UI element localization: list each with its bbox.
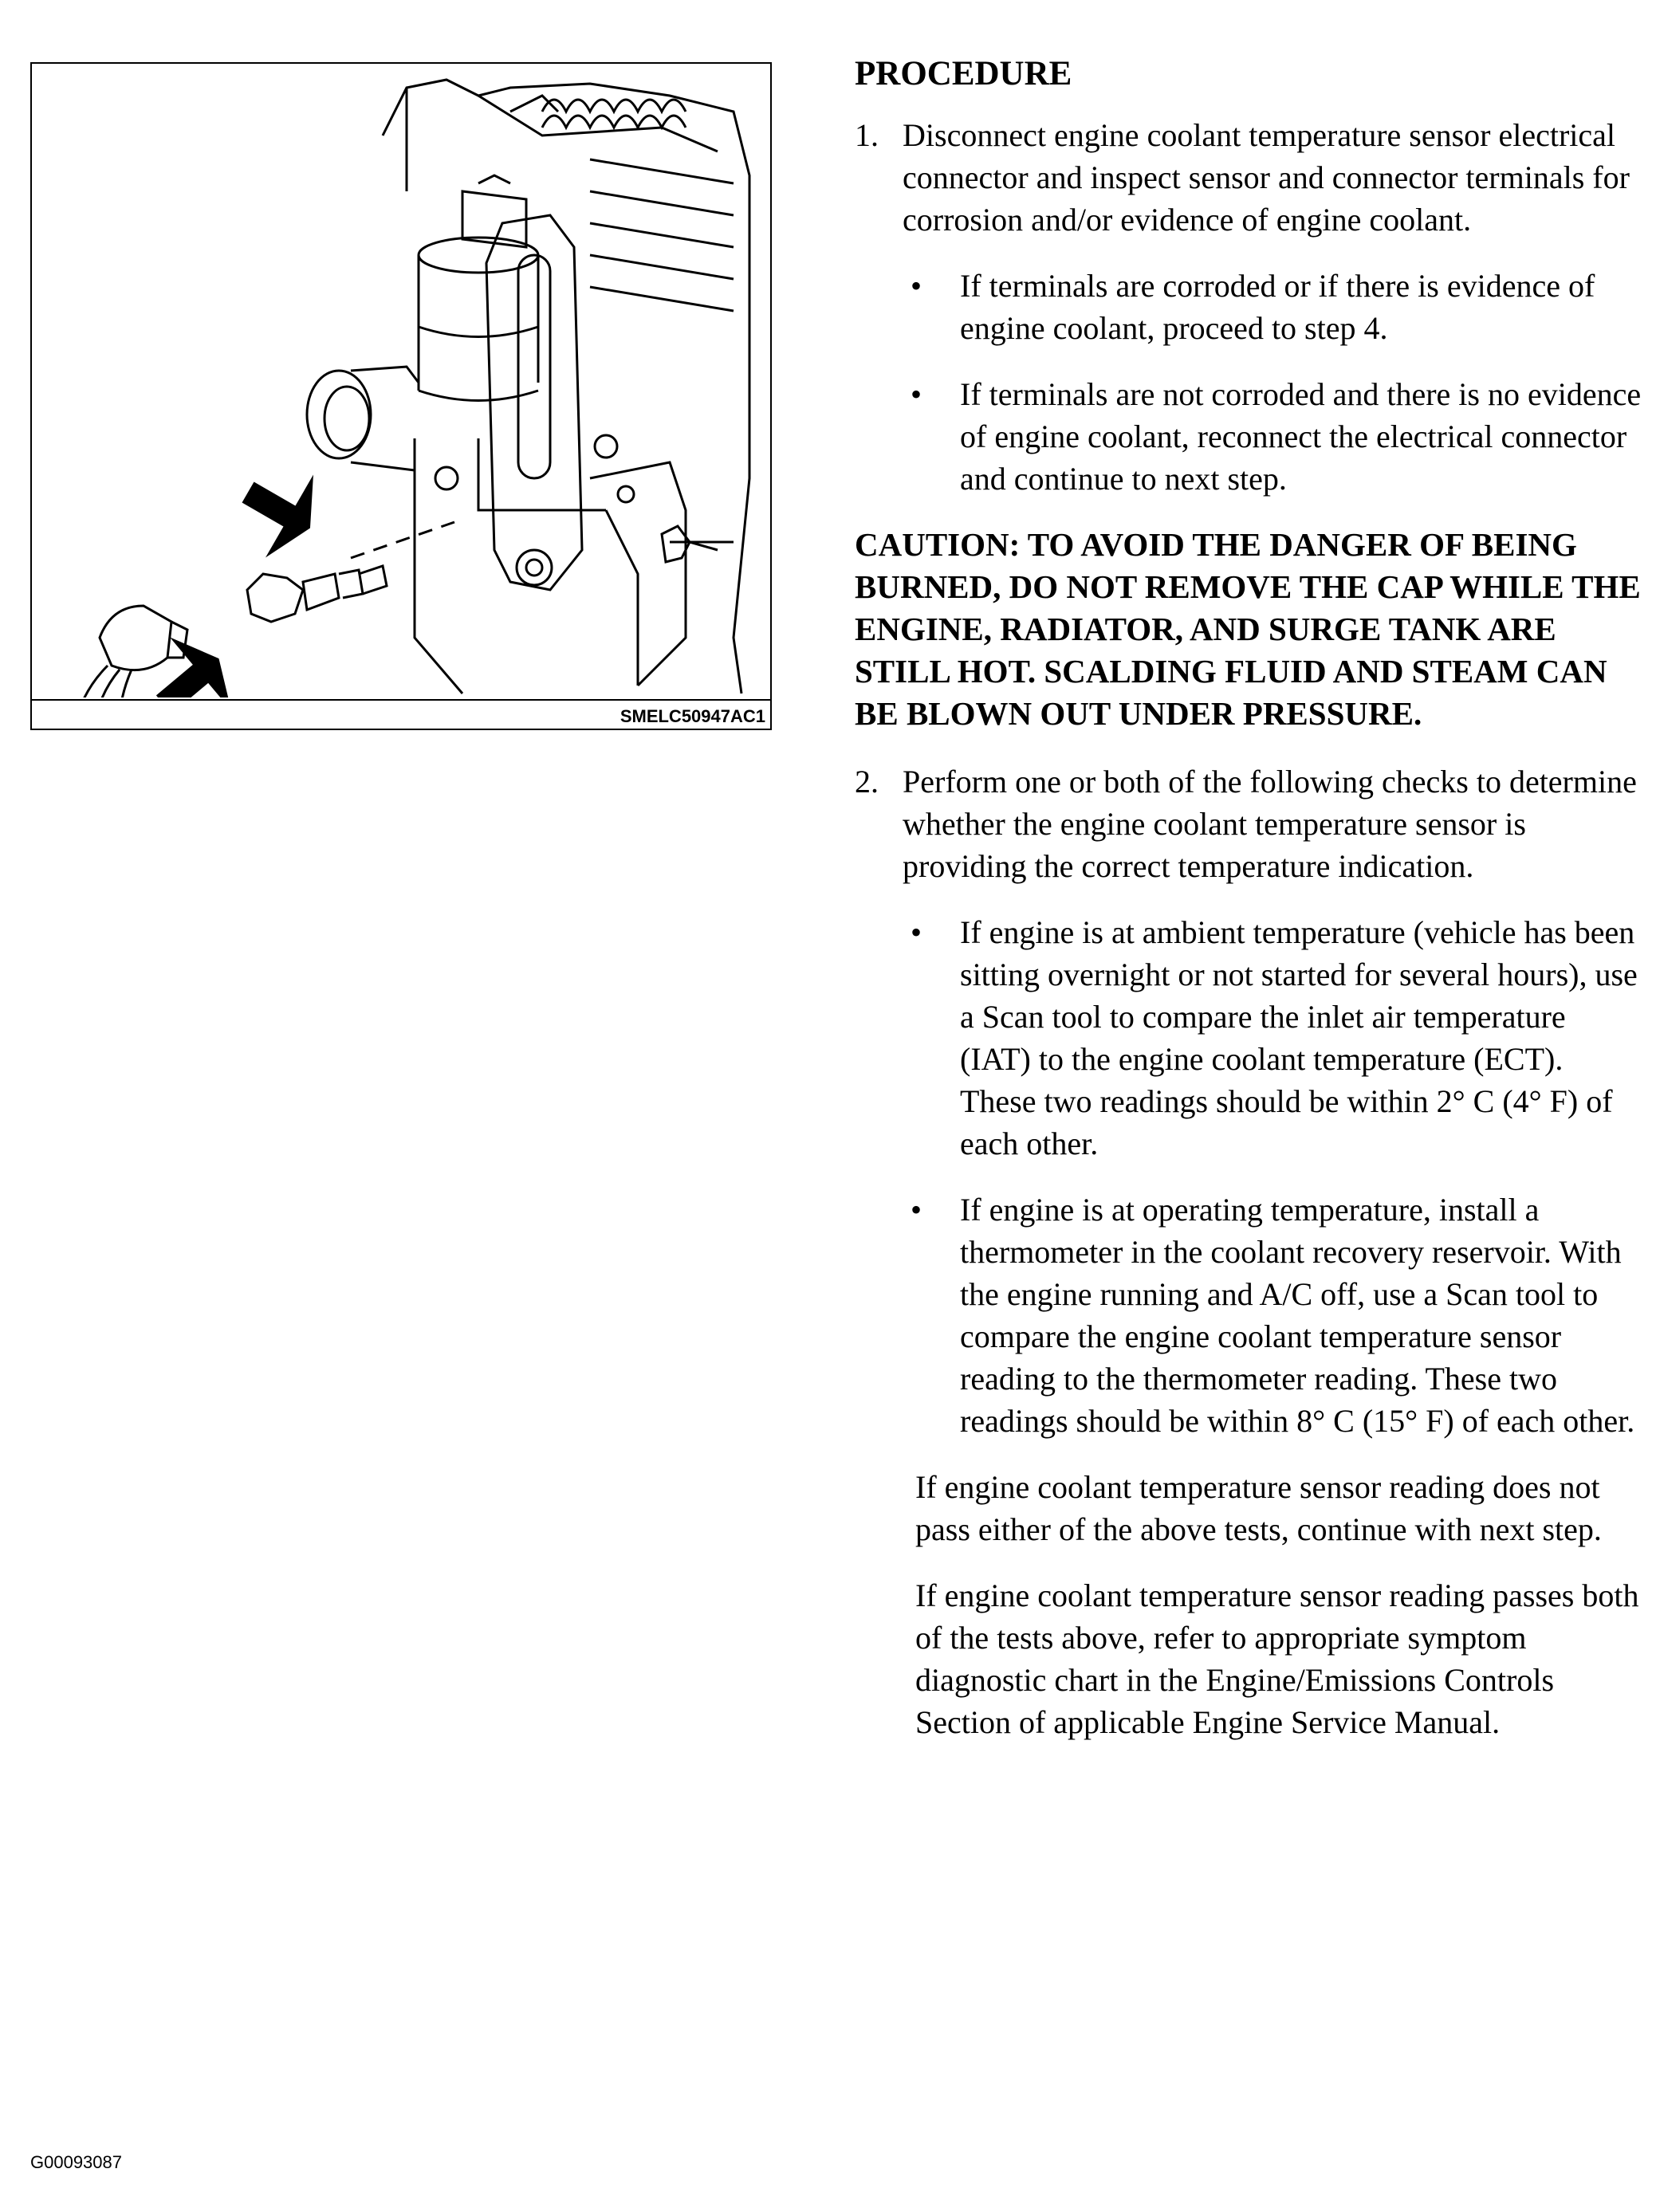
result-paragraph-pass: If engine coolant temperature sensor reading passes both of the tests above, refer to appropriate symptom diagnostic chart in the Engine/Emissions Controls Section of applicable Engine Service Manual. <box>915 1577 1639 1740</box>
bullet-icon: • <box>911 268 922 304</box>
step-number: 1. <box>855 117 879 153</box>
bullet-text: If engine is at ambient temperature (vehicle has been sitting overnight or not started for several hours), use a Scan tool to compare the inlet air temperature (IAT) to the engine coolant temperature (ECT). These two readings should be within 2° C (4° F) of each other. <box>960 914 1638 1161</box>
engine-coolant-sensor-drawing <box>32 64 770 697</box>
sensor-illustration <box>30 62 772 730</box>
figure-divider <box>32 699 770 701</box>
bullet-icon: • <box>911 376 922 412</box>
procedure-column <box>855 53 1644 1767</box>
figure-caption: SMELC50947AC1 <box>620 706 765 726</box>
caution-warning: CAUTION: TO AVOID THE DANGER OF BEING BURNED, DO NOT REMOVE THE CAP WHILE THE ENGINE, RADIATOR, AND SURGE TANK ARE STILL HOT. SCALDING FLUID AND STEAM CAN BE BLOWN OUT UNDER PRESSURE. <box>855 526 1641 732</box>
bullet-text: If engine is at operating temperature, install a thermometer in the coolant recovery reservoir. With the engine running and A/C off, use a Scan tool to compare the engine coolant temperature sensor reading to the thermometer reading. These two readings should be within 8° C (15° F) of each other. <box>960 1192 1635 1439</box>
step-text: Perform one or both of the following checks to determine whether the engine coolant temperature sensor is providing the correct temperature indication. <box>903 764 1637 884</box>
step-number: 2. <box>855 764 879 800</box>
step-2 <box>855 760 1644 887</box>
result-paragraph-fail: If engine coolant temperature sensor reading does not pass either of the above tests, continue with next step. <box>915 1469 1602 1547</box>
procedure-heading: PROCEDURE <box>855 55 1072 92</box>
bullet-item <box>855 911 1644 1165</box>
bullet-icon: • <box>911 914 922 950</box>
bullet-text: If terminals are corroded or if there is evidence of engine coolant, proceed to step 4. <box>960 268 1595 346</box>
step-2-bullets <box>855 911 1644 1442</box>
bullet-item <box>855 1189 1644 1442</box>
step-1 <box>855 114 1644 241</box>
step-text: Disconnect engine coolant temperature sensor electrical connector and inspect sensor and connector terminals for corrosion and/or evidence of engine coolant. <box>903 117 1630 238</box>
bullet-icon: • <box>911 1192 922 1228</box>
bullet-item <box>855 373 1644 500</box>
bullet-item <box>855 265 1644 349</box>
step-1-bullets <box>855 265 1644 500</box>
bullet-text: If terminals are not corroded and there is no evidence of engine coolant, reconnect the electrical connector and continue to next step. <box>960 376 1642 497</box>
page-id: G00093087 <box>30 2152 122 2172</box>
